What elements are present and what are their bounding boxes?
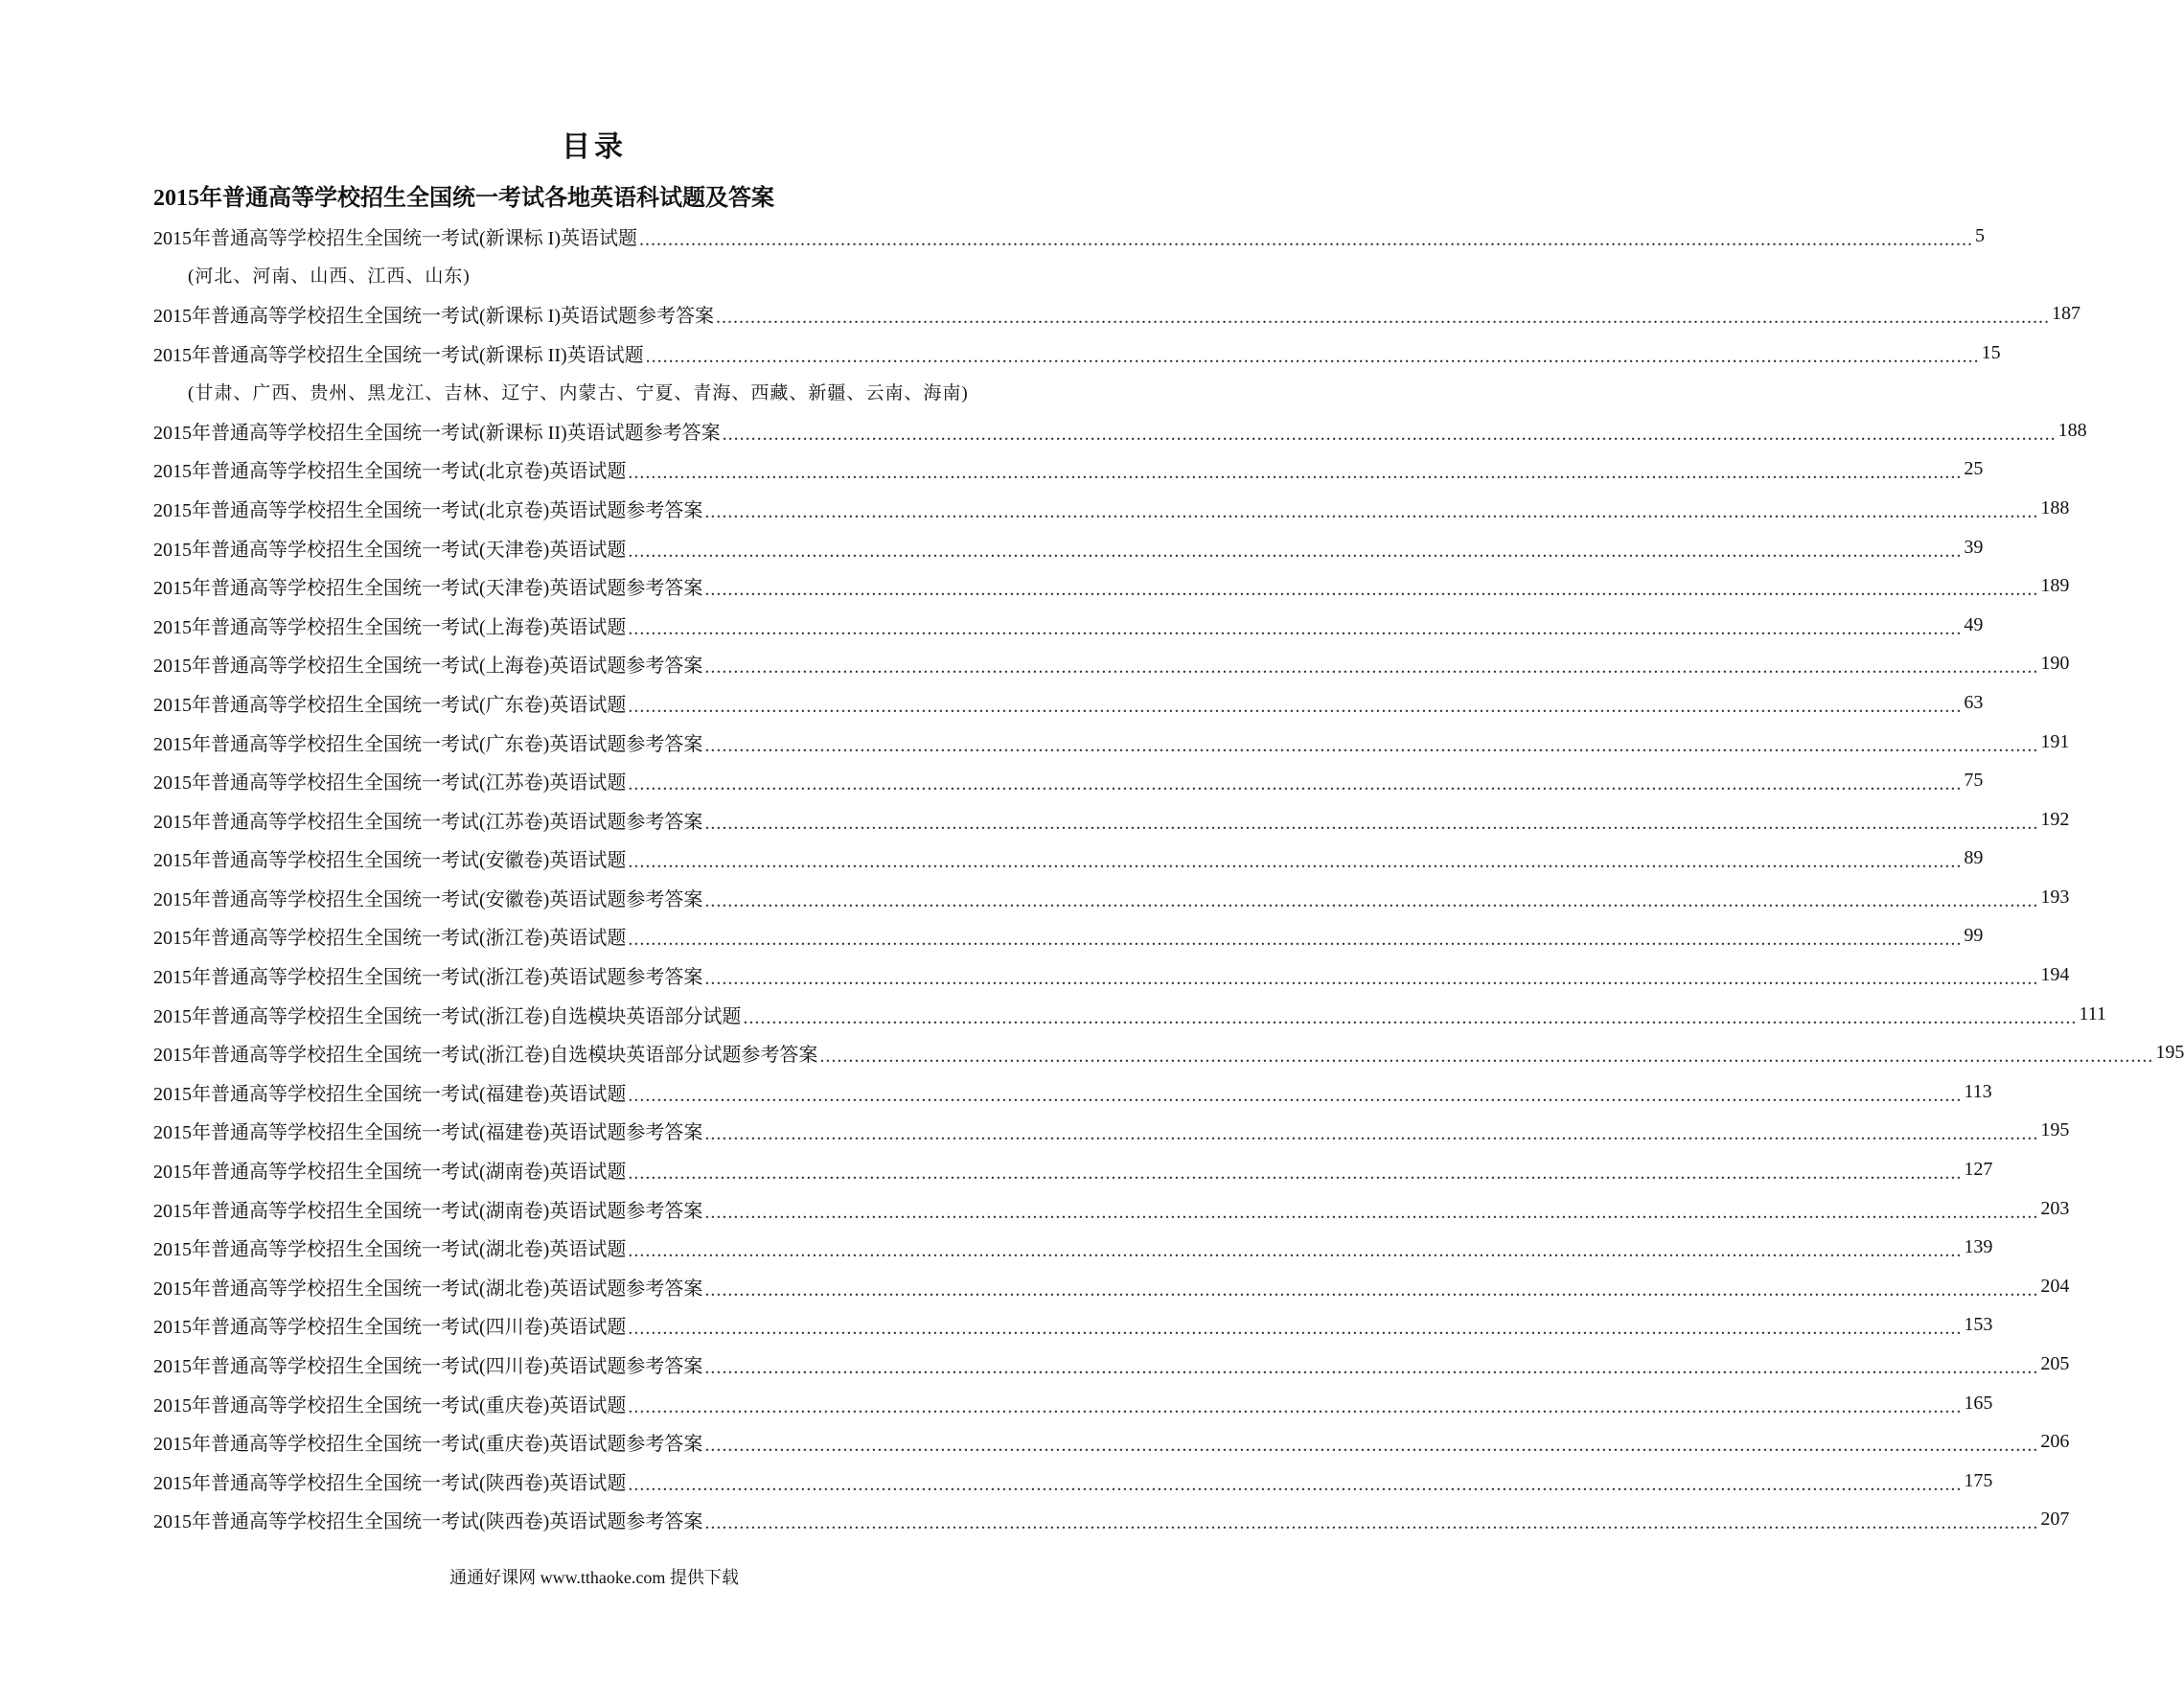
toc-entry-title: 2015年普通高等学校招生全国统一考试(天津卷)英语试题 — [153, 539, 627, 561]
toc-entry-page-number: 15 — [1981, 341, 2001, 363]
toc-entry-page-number: 190 — [2040, 653, 2070, 675]
toc-entry[interactable] — [153, 1462, 1993, 1501]
toc-entry-title: 2015年普通高等学校招生全国统一考试(上海卷)英语试题 — [153, 616, 627, 638]
toc-entry[interactable] — [153, 840, 1984, 879]
toc-entry-page-number: 194 — [2040, 964, 2070, 986]
toc-entry[interactable] — [153, 1267, 2070, 1306]
toc-entry-title: 2015年普通高等学校招生全国统一考试(广东卷)英语试题 — [153, 694, 627, 716]
toc-entry-page-number: 89 — [1964, 847, 1984, 869]
page-title: 目录 — [562, 131, 627, 163]
dot-leader: ........................................................................................................................................................................................................................................ — [704, 889, 2039, 911]
dot-leader: ........................................................................................................................................................................................................................................ — [704, 656, 2039, 679]
dot-leader: ........................................................................................................................................................................................................................................ — [704, 1512, 2039, 1534]
toc-entry-page-number: 204 — [2040, 1275, 2070, 1297]
toc-entry-page-number: 191 — [2040, 730, 2070, 752]
toc-entry[interactable] — [153, 645, 2070, 684]
toc-entry-title: 2015年普通高等学校招生全国统一考试(四川卷)英语试题参考答案 — [153, 1356, 703, 1378]
dot-leader: ........................................................................................................................................................................................................................................ — [704, 1278, 2039, 1301]
dot-leader: ........................................................................................................................................................................................................................................ — [628, 929, 1963, 951]
toc-entry[interactable] — [153, 761, 1984, 800]
dot-leader: ........................................................................................................................................................................................................................................ — [628, 851, 1963, 873]
table-of-contents — [153, 217, 2184, 1539]
toc-entry-title: 2015年普通高等学校招生全国统一考试(湖北卷)英语试题参考答案 — [153, 1278, 703, 1300]
toc-entry-page-number: 99 — [1964, 925, 1984, 947]
toc-entry-page-number: 188 — [2040, 496, 2070, 518]
toc-entry[interactable] — [153, 956, 2070, 995]
dot-leader: ........................................................................................................................................................................................................................................ — [819, 1046, 2154, 1068]
toc-entry[interactable] — [153, 1345, 2070, 1384]
toc-entry[interactable] — [153, 995, 2106, 1034]
toc-entry-page-number: 207 — [2040, 1508, 2070, 1531]
dot-leader: ........................................................................................................................................................................................................................................ — [704, 1357, 2039, 1379]
toc-entry-title: 2015年普通高等学校招生全国统一考试(陕西卷)英语试题参考答案 — [153, 1511, 703, 1533]
toc-entry-page-number: 188 — [2058, 419, 2087, 441]
toc-entry-page-number: 192 — [2040, 808, 2070, 830]
toc-entry-title: 2015年普通高等学校招生全国统一考试(广东卷)英语试题参考答案 — [153, 733, 703, 755]
dot-leader: ........................................................................................................................................................................................................................................ — [628, 617, 1963, 639]
toc-entry-title: 2015年普通高等学校招生全国统一考试(新课标 I)英语试题参考答案 — [153, 305, 714, 327]
toc-entry-title: 2015年普通高等学校招生全国统一考试(新课标 II)英语试题 — [153, 344, 644, 366]
toc-entry-page-number: 165 — [1964, 1392, 1993, 1414]
toc-entry[interactable] — [153, 450, 1984, 490]
toc-entry-page-number: 49 — [1964, 613, 1984, 635]
dot-leader: ........................................................................................................................................................................................................................................ — [628, 1395, 1963, 1417]
toc-entry[interactable] — [153, 606, 1984, 645]
toc-entry-title: 2015年普通高等学校招生全国统一考试(浙江卷)自选模块英语部分试题参考答案 — [153, 1045, 818, 1067]
toc-entry[interactable] — [153, 1150, 1993, 1189]
toc-entry[interactable] — [153, 566, 2070, 606]
toc-entry-title: 2015年普通高等学校招生全国统一考试(重庆卷)英语试题 — [153, 1394, 627, 1416]
toc-entry[interactable] — [153, 1189, 2070, 1229]
toc-entry-page-number: 187 — [2051, 302, 2081, 324]
dot-leader: ........................................................................................................................................................................................................................................ — [628, 540, 1963, 562]
toc-entry[interactable] — [153, 1422, 2070, 1462]
toc-entry[interactable] — [153, 217, 1985, 256]
toc-entry-title: 2015年普通高等学校招生全国统一考试(湖北卷)英语试题 — [153, 1239, 627, 1261]
toc-entry[interactable] — [153, 878, 2070, 917]
toc-entry-page-number: 111 — [2079, 1002, 2106, 1025]
dot-leader: ........................................................................................................................................................................................................................................ — [704, 812, 2039, 834]
toc-entry[interactable] — [153, 1072, 1992, 1112]
toc-entry[interactable] — [153, 800, 2070, 840]
dot-leader: ........................................................................................................................................................................................................................................ — [704, 1435, 2039, 1457]
dot-leader: ........................................................................................................................................................................................................................................ — [628, 695, 1963, 717]
toc-entry-page-number: 63 — [1964, 691, 1984, 713]
toc-entry-page-number: 127 — [1964, 1159, 1993, 1181]
toc-entry[interactable] — [153, 683, 1984, 723]
toc-entry-page-number: 195 — [2155, 1042, 2184, 1064]
toc-entry-page-number: 75 — [1964, 770, 1984, 792]
dot-leader: ........................................................................................................................................................................................................................................ — [628, 462, 1963, 484]
page-footer: 通通好课网 www.tthaoke.com 提供下载 — [449, 1568, 739, 1587]
toc-entry-title: 2015年普通高等学校招生全国统一考试(新课标 II)英语试题参考答案 — [153, 422, 721, 444]
dot-leader: ........................................................................................................................................................................................................................................ — [704, 1201, 2039, 1223]
dot-leader: ........................................................................................................................................................................................................................................ — [704, 1123, 2039, 1145]
toc-entry-title: 2015年普通高等学校招生全国统一考试(北京卷)英语试题参考答案 — [153, 499, 703, 521]
toc-entry[interactable] — [153, 411, 2087, 450]
dot-leader: ........................................................................................................................................................................................................................................ — [722, 423, 2057, 445]
toc-entry[interactable] — [153, 1384, 1993, 1423]
dot-leader: ........................................................................................................................................................................................................................................ — [638, 228, 1973, 250]
toc-entry-title: 2015年普通高等学校招生全国统一考试(天津卷)英语试题参考答案 — [153, 578, 703, 600]
toc-note: (河北、河南、山西、江西、山东) — [188, 266, 471, 288]
dot-leader: ........................................................................................................................................................................................................................................ — [628, 1163, 1963, 1185]
toc-entry-title: 2015年普通高等学校招生全国统一考试(福建卷)英语试题参考答案 — [153, 1122, 703, 1144]
toc-entry[interactable] — [153, 723, 2070, 762]
toc-entry[interactable] — [153, 1228, 1993, 1267]
toc-entry-page-number: 189 — [2040, 575, 2070, 597]
toc-entry-page-number: 205 — [2040, 1353, 2070, 1375]
dot-leader: ........................................................................................................................................................................................................................................ — [645, 345, 1980, 367]
toc-entry[interactable] — [153, 489, 2070, 528]
toc-entry-page-number: 39 — [1964, 536, 1984, 558]
dot-leader: ........................................................................................................................................................................................................................................ — [704, 968, 2039, 990]
dot-leader: ........................................................................................................................................................................................................................................ — [628, 1084, 1963, 1106]
toc-entry-title: 2015年普通高等学校招生全国统一考试(浙江卷)自选模块英语部分试题 — [153, 1005, 742, 1027]
toc-entry-title: 2015年普通高等学校招生全国统一考试(浙江卷)英语试题 — [153, 928, 627, 950]
dot-leader: ........................................................................................................................................................................................................................................ — [715, 306, 2050, 328]
toc-entry-page-number: 139 — [1964, 1236, 1993, 1258]
toc-entry[interactable] — [153, 294, 2081, 334]
dot-leader: ........................................................................................................................................................................................................................................ — [628, 1240, 1963, 1262]
toc-entry-title: 2015年普通高等学校招生全国统一考试(上海卷)英语试题参考答案 — [153, 656, 703, 678]
toc-entry-page-number: 25 — [1964, 458, 1984, 480]
toc-entry-page-number: 175 — [1964, 1469, 1993, 1491]
toc-entry-title: 2015年普通高等学校招生全国统一考试(四川卷)英语试题 — [153, 1317, 627, 1339]
toc-entry[interactable] — [153, 1112, 2070, 1151]
toc-entry-page-number: 193 — [2040, 886, 2070, 908]
toc-entry[interactable] — [153, 1501, 2070, 1540]
toc-entry[interactable] — [153, 917, 1984, 956]
toc-entry-page-number: 153 — [1964, 1314, 1993, 1336]
toc-entry-page-number: 195 — [2040, 1119, 2070, 1141]
toc-entry[interactable] — [153, 334, 2001, 373]
dot-leader: ........................................................................................................................................................................................................................................ — [704, 500, 2039, 522]
toc-entry[interactable] — [153, 1306, 1993, 1346]
toc-entry-title: 2015年普通高等学校招生全国统一考试(新课标 I)英语试题 — [153, 227, 637, 249]
toc-entry-page-number: 113 — [1964, 1080, 1992, 1102]
toc-note: (甘肃、广西、贵州、黑龙江、吉林、辽宁、内蒙古、宁夏、青海、西藏、新疆、云南、海南) — [188, 383, 969, 404]
dot-leader: ........................................................................................................................................................................................................................................ — [704, 734, 2039, 756]
toc-entry-title: 2015年普通高等学校招生全国统一考试(北京卷)英语试题 — [153, 461, 627, 483]
toc-entry-title: 2015年普通高等学校招生全国统一考试(江苏卷)英语试题参考答案 — [153, 811, 703, 833]
toc-entry-title: 2015年普通高等学校招生全国统一考试(安徽卷)英语试题参考答案 — [153, 888, 703, 910]
toc-entry-title: 2015年普通高等学校招生全国统一考试(安徽卷)英语试题 — [153, 850, 627, 872]
dot-leader: ........................................................................................................................................................................................................................................ — [704, 579, 2039, 601]
toc-entry[interactable] — [153, 1033, 2184, 1072]
toc-entry-title: 2015年普通高等学校招生全国统一考试(重庆卷)英语试题参考答案 — [153, 1434, 703, 1456]
section-heading: 2015年普通高等学校招生全国统一考试各地英语科试题及答案 — [153, 186, 774, 211]
toc-entry-page-number: 206 — [2040, 1431, 2070, 1453]
toc-entry[interactable] — [153, 528, 1984, 567]
toc-entry-title: 2015年普通高等学校招生全国统一考试(福建卷)英语试题 — [153, 1083, 627, 1105]
toc-entry-title: 2015年普通高等学校招生全国统一考试(陕西卷)英语试题 — [153, 1472, 627, 1494]
toc-entry-page-number: 203 — [2040, 1197, 2070, 1219]
toc-entry-title: 2015年普通高等学校招生全国统一考试(浙江卷)英语试题参考答案 — [153, 967, 703, 989]
dot-leader: ........................................................................................................................................................................................................................................ — [743, 1006, 2078, 1028]
toc-entry-title: 2015年普通高等学校招生全国统一考试(江苏卷)英语试题 — [153, 772, 627, 794]
dot-leader: ........................................................................................................................................................................................................................................ — [628, 1473, 1963, 1495]
toc-entry-page-number: 5 — [1974, 224, 1985, 246]
dot-leader: ........................................................................................................................................................................................................................................ — [628, 1318, 1963, 1340]
toc-entry-title: 2015年普通高等学校招生全国统一考试(湖南卷)英语试题 — [153, 1162, 627, 1184]
dot-leader: ........................................................................................................................................................................................................................................ — [628, 773, 1963, 795]
toc-entry-title: 2015年普通高等学校招生全国统一考试(湖南卷)英语试题参考答案 — [153, 1200, 703, 1222]
